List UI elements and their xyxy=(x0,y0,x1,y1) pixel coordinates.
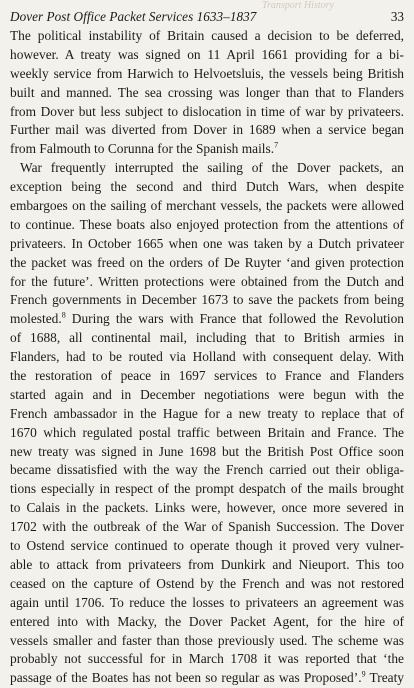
line-text: again until 1706. To reduce the losses to privateers an agreement was xyxy=(10,594,404,610)
page-header xyxy=(10,7,404,27)
text-line xyxy=(10,499,404,518)
line-text-continued: Treaty xyxy=(365,670,404,686)
line-text: of 1688, all continental mail, including that to British armies in xyxy=(10,330,404,346)
text-line xyxy=(10,518,404,537)
text-line xyxy=(10,159,404,178)
line-text: tions especially in respect of the prompt despatch of the mails brought xyxy=(10,481,404,497)
text-line xyxy=(10,632,404,651)
text-line xyxy=(10,273,404,292)
text-line xyxy=(10,197,404,216)
text-line xyxy=(10,65,404,84)
text-line xyxy=(10,291,404,310)
line-text: to continue. These boats also enjoyed protection from the attentions of xyxy=(10,216,404,232)
line-text: French governments in December 1673 to save the packets from being xyxy=(10,292,404,308)
line-text: built and manned. The sea crossing was longer than that to Flanders xyxy=(10,84,404,100)
text-line xyxy=(10,84,404,103)
line-text: new treaty was signed in June 1698 but the British Post Office soon xyxy=(10,443,404,459)
line-text: exception being the second and third Dutch Wars, when despite xyxy=(10,179,404,195)
line-text: however. A treaty was signed on 11 April 1661 providing for a bi- xyxy=(10,46,404,62)
text-line xyxy=(10,405,404,424)
line-text: War frequently interrupted the sailing of the Dover packets, an xyxy=(20,160,404,176)
line-text: molested. xyxy=(10,311,62,327)
line-text: privateers. In October 1665 when one was taken by a Dutch privateer xyxy=(10,235,404,251)
footnote-marker: 9 xyxy=(361,669,366,679)
text-line xyxy=(10,669,404,688)
bleed-through-text: Transport History xyxy=(262,0,334,11)
line-text: probably not successful for in March 1708 it was reported that ‘the xyxy=(10,651,404,667)
text-line xyxy=(10,310,404,329)
line-text: Further mail was diverted from Dover in 1689 when a service began xyxy=(10,122,404,138)
footnote-marker: 8 xyxy=(61,310,66,320)
text-line xyxy=(10,121,404,140)
line-text: to Ostend service continued to operate though it proved very vulner- xyxy=(10,538,404,554)
line-text: the restoration of peace in 1697 services to France and Flanders xyxy=(10,368,404,384)
text-line xyxy=(10,216,404,235)
line-text: weekly service from Harwich to Helvoetsluis, the vessels being British xyxy=(10,65,404,81)
text-line xyxy=(10,443,404,462)
text-line xyxy=(10,140,404,159)
text-line xyxy=(10,329,404,348)
line-text: 1702 with the outbreak of the War of Spanish Succession. The Dover xyxy=(10,519,404,535)
line-text: entered into with Macky, the Dover Packet Agent, for the hire of xyxy=(10,613,404,629)
line-text: embargoes on the sailing of merchant vessels, the packets were allowed xyxy=(10,198,404,214)
line-text: Flanders, had to be routed via Holland with consequent delay. With xyxy=(10,349,404,365)
body-text xyxy=(10,27,404,688)
text-line xyxy=(10,575,404,594)
line-text: the packet was freed on the orders of De Ruyter ‘and given protection xyxy=(10,254,404,270)
line-text: from Falmouth to Corunna for the Spanish mails. xyxy=(10,141,275,157)
text-line xyxy=(10,367,404,386)
line-text: able to attack from privateers from Dunkirk and Nieuport. This too xyxy=(10,556,404,572)
text-line xyxy=(10,27,404,46)
text-line xyxy=(10,650,404,669)
line-text: The political instability of Britain caused a decision to be deferred, xyxy=(10,28,404,43)
footnote-marker: 7 xyxy=(274,140,279,150)
text-line xyxy=(10,556,404,575)
line-text: from Dover but less subject to dislocation in time of war by privateers. xyxy=(10,103,404,119)
page-number: 33 xyxy=(390,9,404,24)
line-text: passage of the Boates has not been so regular as was Proposed’. xyxy=(10,670,362,686)
text-line xyxy=(10,480,404,499)
line-text: French ambassador in the Hague for a new treaty to replace that of xyxy=(10,405,404,421)
text-line xyxy=(10,103,404,122)
running-title: Dover Post Office Packet Services 1633–1837 xyxy=(10,9,257,24)
text-line xyxy=(10,178,404,197)
text-line xyxy=(10,46,404,65)
line-text: became dissatisfied with the way the French carried out their obliga- xyxy=(10,462,404,478)
line-text: 1670 which regulated postal traffic between Britain and France. The xyxy=(10,424,404,440)
text-line xyxy=(10,537,404,556)
text-line xyxy=(10,461,404,480)
line-text: to Calais in the packets. Links were, however, once more severed in xyxy=(10,500,404,516)
line-text-continued: During the wars with France that followed the Revolution xyxy=(65,311,404,327)
text-line xyxy=(10,594,404,613)
text-line xyxy=(10,254,404,273)
line-text: vessels smaller and faster than those previously used. The scheme was xyxy=(10,632,404,648)
text-line xyxy=(10,235,404,254)
line-text: for the future’. Written protections were obtained from the Dutch and xyxy=(10,273,404,289)
line-text: started again and in December negotiations were begun with the xyxy=(10,386,404,402)
text-line xyxy=(10,613,404,632)
text-line xyxy=(10,424,404,443)
line-text: ceased on the capture of Ostend by the French and was not restored xyxy=(10,575,404,591)
text-line xyxy=(10,386,404,405)
text-line xyxy=(10,348,404,367)
